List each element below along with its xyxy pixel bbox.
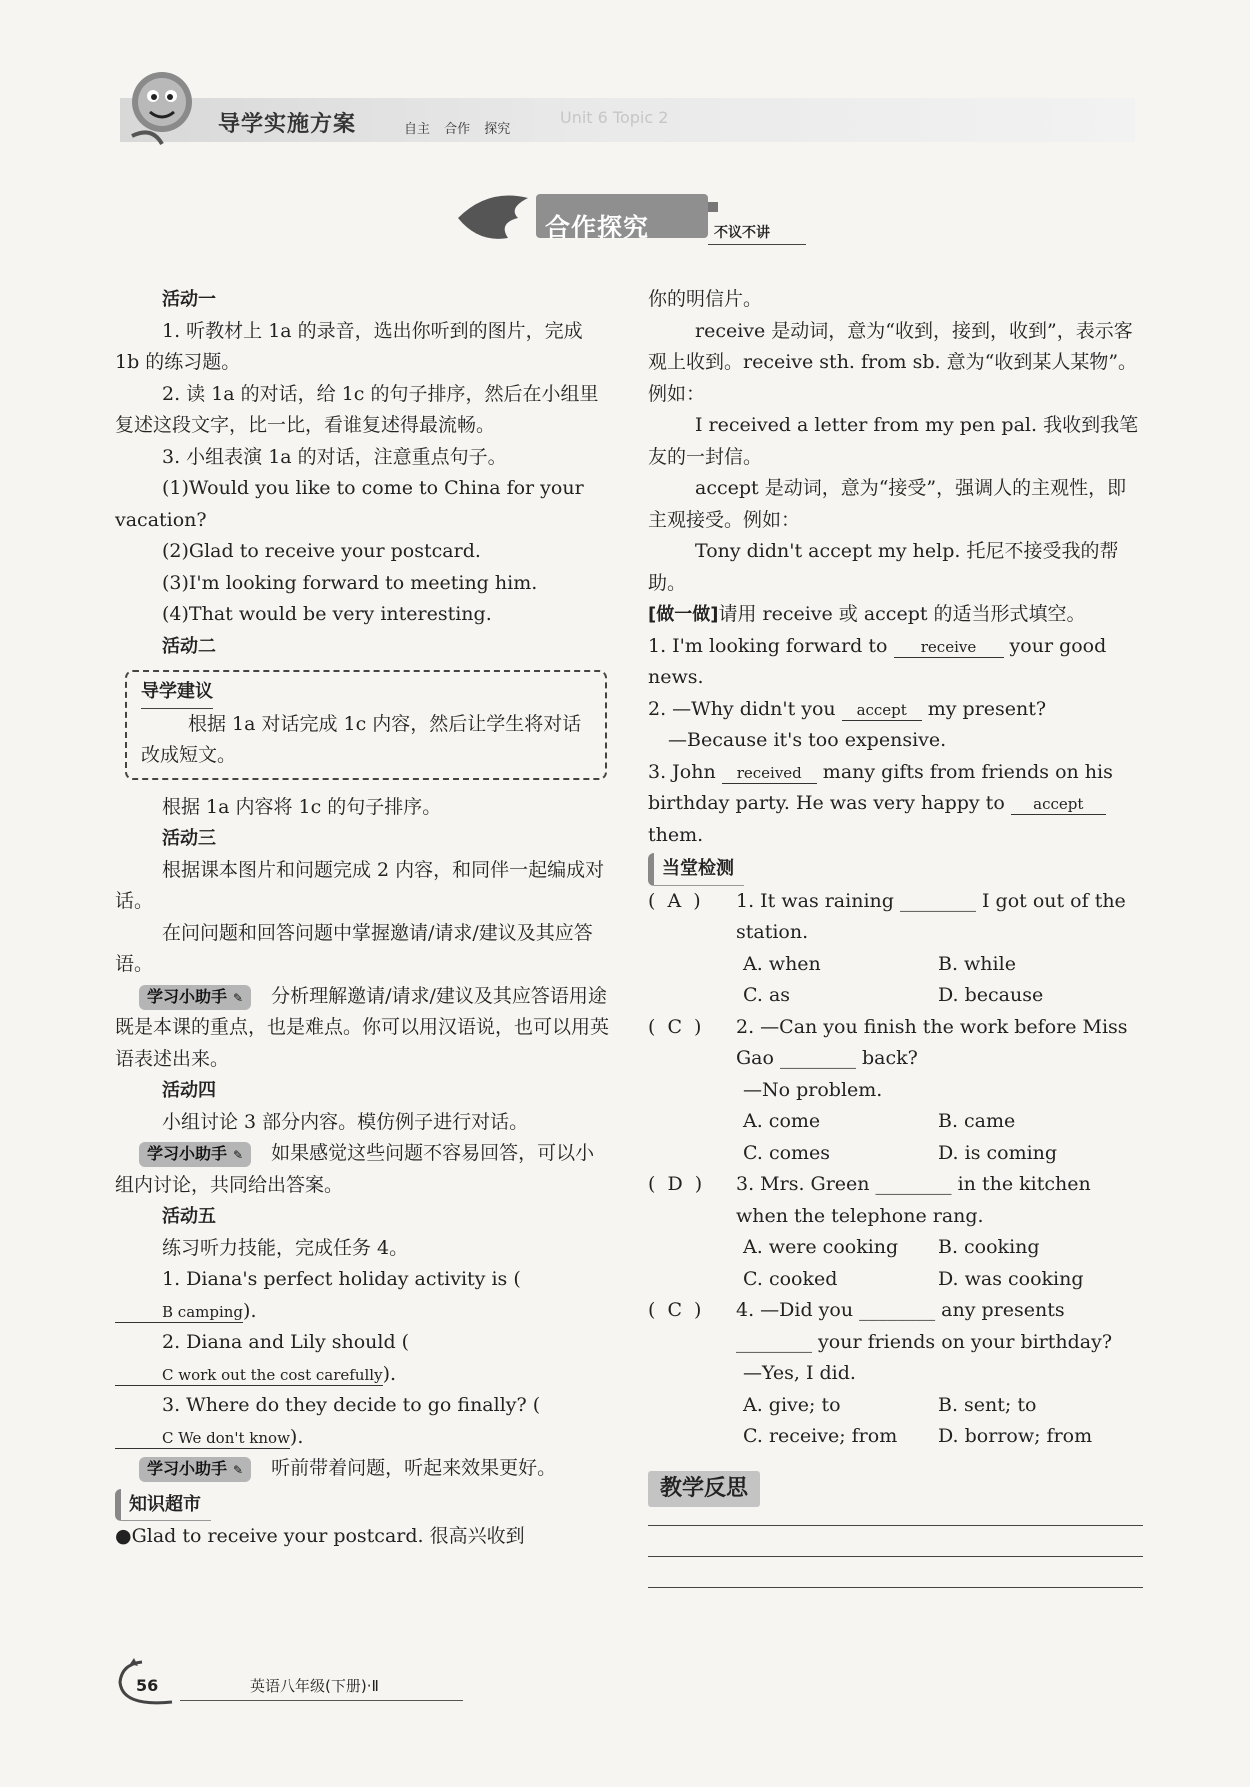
options-row — [648, 1232, 1143, 1264]
answer-blank[interactable]: received — [722, 763, 817, 784]
activity-3-title: 活动三 — [162, 828, 216, 849]
knowledge-market-title: 知识超市 — [115, 1489, 211, 1522]
option-c[interactable]: C. receive; from — [743, 1425, 898, 1447]
accept-example: Tony didn't accept my help. 托尼不接受我的帮助。 — [648, 540, 1119, 594]
activity-3-line-1: 根据课本图片和问题完成 2 内容，和同伴一起编成对话。 — [115, 858, 605, 912]
answer-blank[interactable]: receive — [894, 637, 1004, 658]
knowledge-heading-row — [115, 1489, 610, 1522]
accept-definition: accept 是动词，意为“接受”，强调人的主观性，即主观接受。例如： — [648, 477, 1127, 531]
activity-4-title: 活动四 — [162, 1080, 216, 1101]
response-text: —Yes, I did. — [743, 1362, 856, 1384]
question-text: 2. —Can you finish the work before Miss Gao ________ back? — [736, 1015, 1128, 1069]
practice-item-1 — [648, 631, 1143, 694]
check-heading-row — [648, 853, 1143, 886]
option-a[interactable]: A. come — [743, 1110, 821, 1132]
practice-1-rest: your good news. — [648, 634, 1107, 688]
activity-3-line-2: 在问问题和回答问题中掌握邀请/请求/建议及其应答语。 — [115, 921, 593, 975]
continued-text: 你的明信片。 — [648, 288, 763, 310]
practice-3-prompt: 3. John — [648, 760, 716, 783]
helper-2-paragraph — [115, 1138, 610, 1201]
study-helper-label: 学习小助手 — [147, 1144, 228, 1163]
practice-item-3 — [648, 757, 1143, 852]
option-c[interactable]: C. as — [743, 984, 791, 1006]
activity-1-sentence-4: (4)That would be very interesting. — [162, 603, 492, 625]
question-response — [648, 1075, 1143, 1107]
answer-mark: ( D ) — [648, 1173, 706, 1195]
reflection-line[interactable] — [648, 1587, 1143, 1588]
study-helper-label: 学习小助手 — [147, 1459, 228, 1478]
in-class-check-title: 当堂检测 — [648, 853, 744, 886]
receive-example: I received a letter from my pen pal. 我收到我笔友的一封信。 — [648, 414, 1139, 468]
reflection-line[interactable] — [648, 1556, 1143, 1557]
question-1-prompt: 1. Diana's perfect holiday activity is ( — [162, 1268, 521, 1290]
question-text: 3. Mrs. Green ________ in the kitchen when the telephone rang. — [736, 1173, 1091, 1227]
guidance-tip-box — [125, 670, 607, 780]
activity-5-question-3 — [115, 1390, 610, 1453]
helper-2-text: 如果感觉这些问题不容易回答，可以小组内讨论，共同给出答案。 — [115, 1142, 595, 1196]
options-row — [648, 949, 1143, 981]
option-b[interactable]: B. cooking — [938, 1236, 1040, 1258]
banner-title: 合作探究 — [545, 213, 650, 242]
reflection-line[interactable] — [648, 1525, 1143, 1526]
options-row — [648, 1106, 1143, 1138]
banner-underline — [708, 244, 806, 245]
right-column — [648, 284, 1143, 1588]
practice-3-rest: them. — [648, 823, 704, 846]
study-helper-label: 学习小助手 — [147, 986, 228, 1006]
banner-subtitle: 不议不讲 — [714, 225, 770, 241]
helper-3-paragraph — [115, 1453, 610, 1485]
activity-4-text: 小组讨论 3 部分内容。模仿例子进行对话。 — [162, 1110, 529, 1133]
activity-2-title: 活动二 — [162, 635, 216, 657]
option-c[interactable]: C. comes — [743, 1141, 831, 1164]
helper-3-text: 听前带着问题，听起来效果更好。 — [271, 1457, 557, 1479]
option-a[interactable]: A. were cooking — [743, 1236, 899, 1258]
study-helper-badge — [139, 1142, 251, 1167]
answer-blank[interactable]: C work out the cost carefully — [115, 1365, 383, 1386]
pen-icon: ✎ — [233, 1148, 244, 1162]
practice-text: 请用 receive 或 accept 的适当形式填空。 — [718, 603, 1086, 625]
option-a[interactable]: A. give; to — [743, 1393, 841, 1416]
practice-2-prompt: 2. —Why didn't you — [648, 697, 836, 720]
practice-item-2 — [648, 694, 1143, 726]
practice-1-prompt: 1. I'm looking forward to — [648, 634, 888, 657]
activity-5-question-2 — [115, 1327, 610, 1390]
header-title: 导学实施方案 — [218, 112, 357, 137]
question-3-prompt: 3. Where do they decide to go finally? ( — [162, 1394, 541, 1416]
activity-1-title: 活动一 — [162, 289, 216, 310]
option-b[interactable]: B. came — [938, 1110, 1016, 1132]
options-row — [648, 1390, 1143, 1422]
knowledge-text: ●Glad to receive your postcard. 很高兴收到 — [115, 1525, 525, 1547]
question-response — [648, 1358, 1143, 1390]
mc-question-4 — [648, 1295, 1143, 1358]
option-d[interactable]: D. because — [938, 984, 1044, 1006]
option-b[interactable]: B. while — [938, 952, 1016, 975]
footer-line — [180, 1700, 463, 1701]
answer-blank[interactable]: accept — [1011, 794, 1106, 815]
options-row — [648, 1138, 1143, 1170]
practice-heading: [做一做] — [648, 604, 719, 625]
receive-definition: receive 是动词，意为“收到，接到，收到”，表示客观上收到。receive sth. from sb. 意为“收到某人某物”。例如： — [648, 319, 1138, 405]
options-row — [648, 1264, 1143, 1296]
answer-blank[interactable]: accept — [842, 700, 922, 721]
activity-2-text: 根据 1a 内容将 1c 的句子排序。 — [162, 795, 442, 818]
question-2-prompt: 2. Diana and Lily should ( — [162, 1331, 410, 1353]
option-d[interactable]: D. was cooking — [938, 1267, 1084, 1290]
option-b[interactable]: B. sent; to — [938, 1393, 1037, 1416]
practice-3-middle: many gifts from friends on his birthday party. He was very happy to — [648, 760, 1113, 814]
question-1-close: ). — [243, 1299, 257, 1322]
option-a[interactable]: A. when — [743, 952, 821, 975]
practice-instruction — [648, 599, 1143, 631]
answer-mark: ( C ) — [648, 1299, 705, 1321]
answer-mark: ( A ) — [648, 889, 704, 912]
response-text: —No problem. — [743, 1078, 883, 1101]
teaching-reflection-title: 教学反思 — [648, 1471, 760, 1507]
practice-item-2-response: —Because it's too expensive. — [668, 729, 947, 751]
activity-1-line-1: 1. 听教材上 1a 的录音，选出你听到的图片，完成 1b 的练习题。 — [115, 319, 583, 373]
study-helper-badge — [139, 1457, 251, 1482]
activity-1-line-3: 3. 小组表演 1a 的对话，注意重点句子。 — [162, 445, 507, 468]
activity-5-title: 活动五 — [162, 1206, 216, 1227]
header-faint-text: Unit 6 Topic 2 — [560, 108, 669, 127]
question-text: 4. —Did you ________ any presents ________ your friends on your birthday? — [736, 1299, 1113, 1353]
page-number: 56 — [136, 1676, 159, 1695]
question-3-close: ). — [289, 1425, 304, 1448]
book-title: 英语八年级(下册)·Ⅱ — [250, 1677, 379, 1695]
left-column — [115, 284, 610, 1553]
helper-1-paragraph — [115, 981, 610, 1076]
options-row — [648, 1421, 1143, 1453]
question-text: 1. It was raining ________ I got out of the station. — [736, 889, 1126, 943]
activity-1-sentence-1: (1)Would you like to come to China for your vacation? — [115, 477, 584, 531]
mc-question-2 — [648, 1012, 1143, 1075]
answer-blank[interactable]: C We don't know — [115, 1428, 290, 1449]
practice-2-rest: my present? — [927, 697, 1047, 720]
guidance-tip-text: 根据 1a 对话完成 1c 内容，然后让学生将对话改成短文。 — [141, 712, 582, 766]
header-subtitle: 自主 合作 探究 — [404, 122, 511, 137]
pen-icon: ✎ — [233, 1463, 244, 1477]
option-c[interactable]: C. cooked — [743, 1267, 838, 1290]
question-2-close: ). — [382, 1362, 397, 1385]
helper-1-text: 分析理解邀请/请求/建议及其应答语用途既是本课的重点，也是难点。你可以用汉语说，也可以用英语表述出来。 — [115, 984, 610, 1070]
activity-5-question-1 — [115, 1264, 610, 1327]
options-row — [648, 980, 1143, 1012]
mascot-icon — [122, 66, 198, 148]
guidance-tip-heading: 导学建议 — [141, 676, 213, 709]
pen-icon: ✎ — [233, 990, 244, 1005]
mc-question-3 — [648, 1169, 1143, 1232]
activity-1-sentence-2: (2)Glad to receive your postcard. — [162, 540, 481, 562]
activity-1-line-2: 2. 读 1a 的对话，给 1c 的句子排序，然后在小组里复述这段文字，比一比，看谁复述得最流畅。 — [115, 382, 599, 436]
option-d[interactable]: D. borrow; from — [938, 1425, 1093, 1447]
activity-5-text: 练习听力技能，完成任务 4。 — [162, 1236, 409, 1259]
study-helper-badge — [139, 985, 251, 1010]
answer-mark: ( C ) — [648, 1015, 705, 1038]
answer-blank[interactable]: B camping — [115, 1302, 243, 1323]
mc-question-1 — [648, 886, 1143, 949]
activity-1-sentence-3: (3)I'm looking forward to meeting him. — [162, 571, 538, 594]
option-d[interactable]: D. is coming — [938, 1141, 1058, 1164]
